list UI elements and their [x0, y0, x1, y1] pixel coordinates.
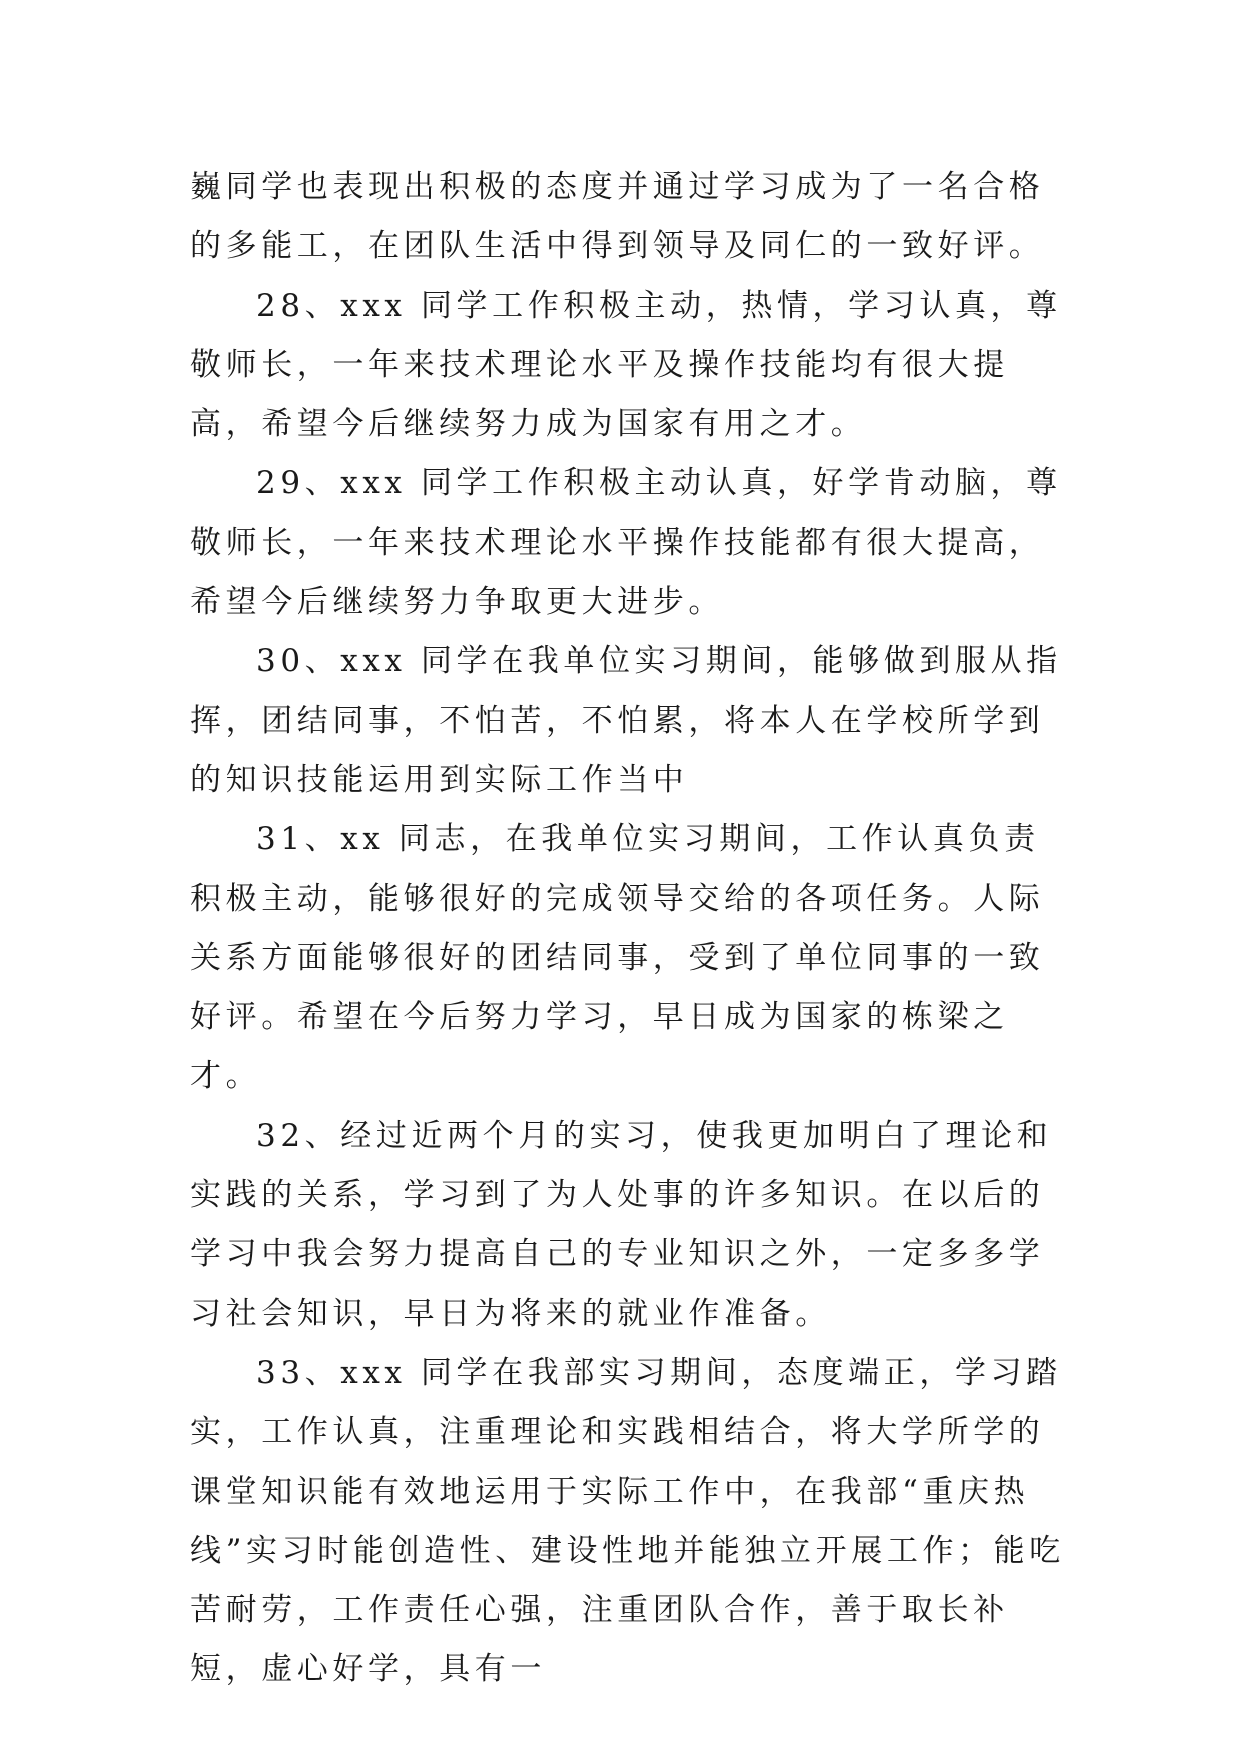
paragraph-28: 28、xxx 同学工作积极主动，热情，学习认真，尊敬师长，一年来技术理论水平及操作技能均有很大提高，希望今后继续努力成为国家有用之才。 — [190, 287, 1062, 443]
paragraph-31: 31、xx 同志，在我单位实习期间，工作认真负责积极主动，能够很好的完成领导交给的各项任务。人际关系方面能够很好的团结同事，受到了单位同事的一致好评。希望在今后努力学习，早日成为国家的栋梁之才。 — [190, 821, 1045, 1095]
paragraph-30: 30、xxx 同学在我单位实习期间，能够做到服从指挥，团结同事，不怕苦，不怕累，将本人在学校所学到的知识技能运用到实际工作当中 — [190, 643, 1062, 798]
document-body — [190, 158, 1070, 1700]
paragraph-29: 29、xxx 同学工作积极主动认真，好学肯动脑，尊敬师长，一年来技术理论水平操作技能都有很大提高，希望今后继续努力争取更大进步。 — [190, 465, 1062, 621]
paragraph-27-continued: 巍同学也表现出积极的态度并通过学习成为了一名合格的多能工，在团队生活中得到领导及同仁的一致好评。 — [190, 169, 1045, 265]
paragraph-32: 32、经过近两个月的实习，使我更加明白了理论和实践的关系，学习到了为人处事的许多知识。在以后的学习中我会努力提高自己的专业知识之外，一定多多学习社会知识，早日为将来的就业作准备。 — [190, 1117, 1053, 1332]
paragraph-33: 33、xxx 同学在我部实习期间，态度端正，学习踏实，工作认真，注重理论和实践相结合，将大学所学的课堂知识能有效地运用于实际工作中，在我部“重庆热线”实习时能创造性、建设性地并能独立开展工作；能吃苦耐劳，工作责任心强，注重团队合作，善于取长补短，虚心好学，具有一 — [190, 1354, 1065, 1688]
